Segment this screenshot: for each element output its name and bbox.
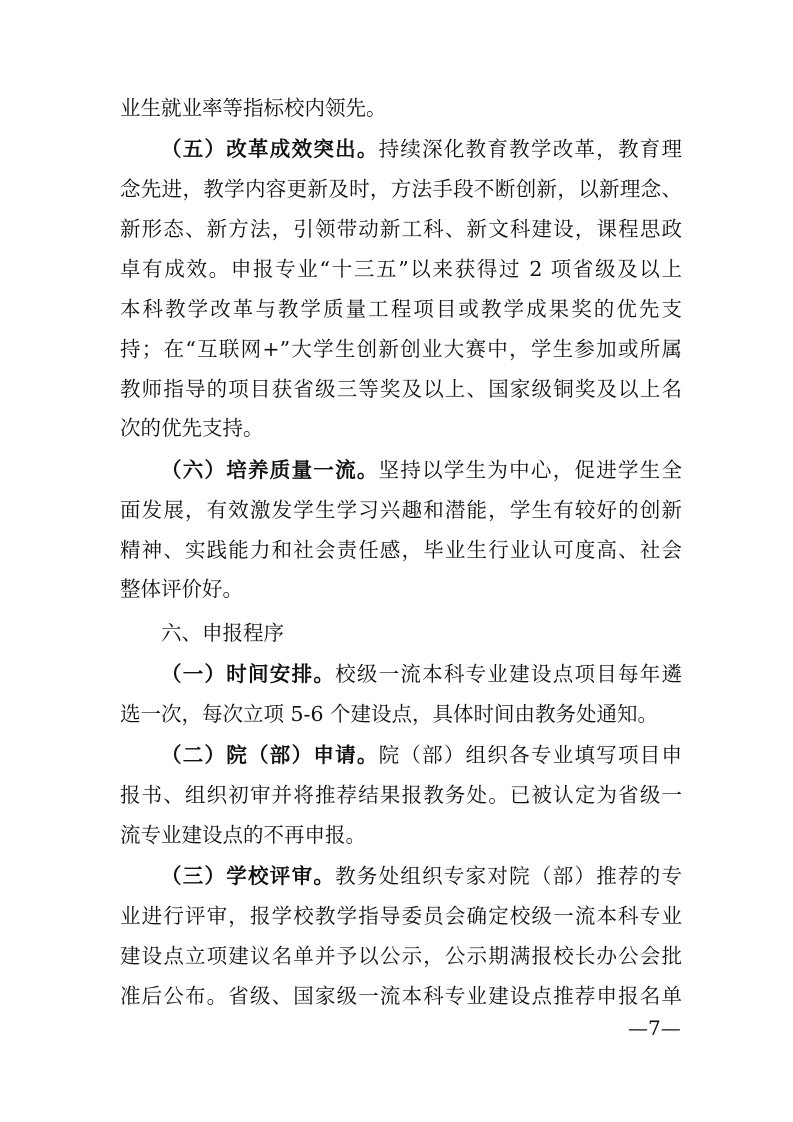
heading-bold: （五）改革成效突出。 <box>161 137 379 161</box>
text-line: 选一次，每次立项 5-6 个建设点，具体时间由教务处通知。 <box>120 702 659 726</box>
paragraph-heading-line <box>161 137 682 161</box>
text-line: 准后公布。省级、国家级一流本科专业建设点推荐申报名单 <box>120 984 682 1008</box>
heading-bold: （一）时间安排。 <box>161 662 336 686</box>
text-line: 报书、组织初审并将推荐结果报教务处。已被认定为省级一 <box>120 783 682 807</box>
heading-bold: （三）学校评审。 <box>161 864 336 888</box>
text-line: 面发展，有效激发学生学习兴趣和潜能，学生有较好的创新 <box>120 498 682 522</box>
paragraph-heading-line <box>161 662 682 686</box>
text-line: 流专业建设点的不再申报。 <box>120 823 366 847</box>
heading-rest: 院（部）组织各专业填写项目申 <box>378 743 682 767</box>
paragraph-heading-line <box>161 743 682 767</box>
text-line: 卓有成效。申报专业“十三五”以来获得过 2 项省级及以上 <box>120 257 682 281</box>
heading-bold: （二）院（部）申请。 <box>161 743 379 767</box>
text-line: 新形态、新方法，引领带动新工科、新文科建设，课程思政 <box>120 217 682 241</box>
text-line: 业生就业率等指标校内领先。 <box>120 96 387 120</box>
heading-rest: 持续深化教育教学改革，教育理 <box>378 137 682 161</box>
text-line: 建设点立项建议名单并予以公示，公示期满报校长办公会批 <box>120 944 682 968</box>
heading-rest: 坚持以学生为中心，促进学生全 <box>378 458 682 482</box>
text-line: 本科教学改革与教学质量工程项目或教学成果奖的优先支 <box>120 297 682 321</box>
heading-rest: 校级一流本科专业建设点项目每年遴 <box>335 662 683 686</box>
text-line: 次的优先支持。 <box>120 416 264 440</box>
section-title: 六、申报程序 <box>161 621 284 645</box>
paragraph-heading-line <box>161 864 682 888</box>
text-line: 精神、实践能力和社会责任感，毕业生行业认可度高、社会 <box>120 538 682 562</box>
page-number: —7— <box>628 1016 681 1040</box>
heading-bold: （六）培养质量一流。 <box>161 458 379 482</box>
text-line: 整体评价好。 <box>120 577 243 601</box>
text-line: 持；在“互联网+”大学生创新创业大赛中，学生参加或所属 <box>120 337 682 361</box>
heading-rest: 教务处组织专家对院（部）推荐的专 <box>335 864 683 888</box>
text-line: 业进行评审，报学校教学指导委员会确定校级一流本科专业 <box>120 904 682 928</box>
text-line: 念先进，教学内容更新及时，方法手段不断创新，以新理念、 <box>120 177 682 201</box>
paragraph-heading-line <box>161 458 682 482</box>
text-line: 教师指导的项目获省级三等奖及以上、国家级铜奖及以上名 <box>120 377 682 401</box>
